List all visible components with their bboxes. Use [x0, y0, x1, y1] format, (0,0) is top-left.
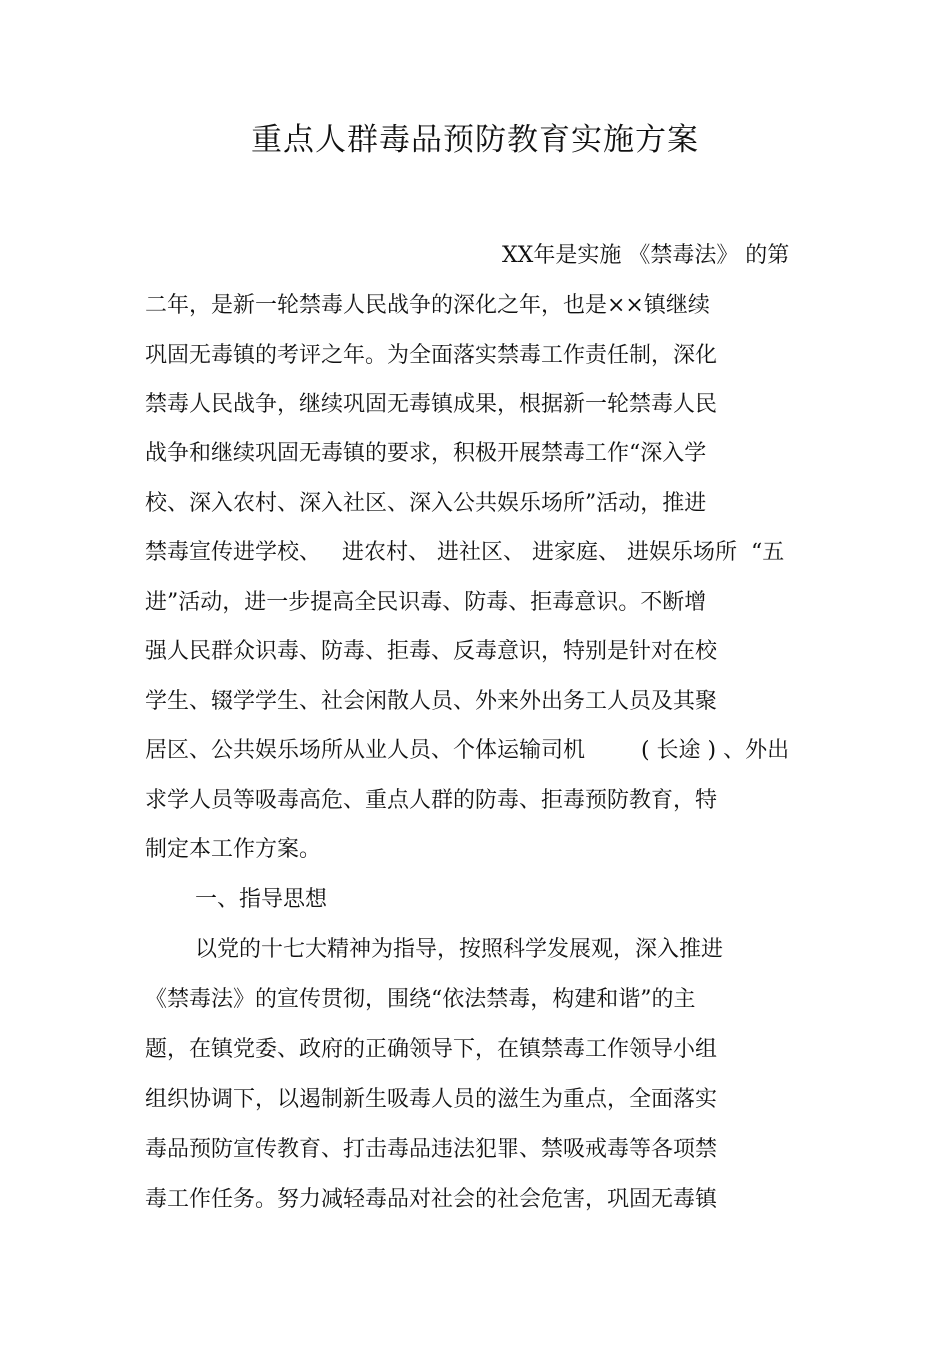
paragraph-line: 进”活动，进一步提高全民识毒、防毒、拒毒意识。不断增: [145, 590, 707, 615]
paragraph-line: XX年是实施 《禁毒法》 的第: [502, 243, 790, 268]
section-heading: 一、指导思想: [195, 887, 328, 912]
paragraph-line: 居区、公共娱乐场所从业人员、个体运输司机 ( 长途 ) 、外出: [145, 738, 790, 763]
paragraph-line: 校、深入农村、深入社区、深入公共娱乐场所”活动，推进: [145, 491, 707, 516]
paragraph-line: 禁毒宣传进学校、 进农村、 进社区、 进家庭、 进娱乐场所 “五: [145, 540, 785, 565]
paragraph-line: 学生、辍学学生、社会闲散人员、外来外出务工人员及其聚: [145, 689, 718, 714]
paragraph-line: 制定本工作方案。: [145, 837, 322, 862]
paragraph-line: 求学人员等吸毒高危、重点人群的防毒、拒毒预防教育，特: [145, 788, 718, 813]
paragraph-line: 二年，是新一轮禁毒人民战争的深化之年，也是××镇继续: [145, 293, 710, 318]
paragraph-line: 组织协调下，以遏制新生吸毒人员的滋生为重点，全面落实: [145, 1087, 718, 1112]
paragraph-line: 战争和继续巩固无毒镇的要求，积极开展禁毒工作“深入学: [145, 441, 707, 466]
paragraph-line: 以党的十七大精神为指导，按照科学发展观，深入推进: [195, 937, 724, 962]
paragraph-line: 《禁毒法》的宣传贯彻，围绕“依法禁毒，构建和谐”的主: [145, 987, 696, 1012]
paragraph-line: 强人民群众识毒、防毒、拒毒、反毒意识，特别是针对在校: [145, 639, 718, 664]
paragraph-line: 巩固无毒镇的考评之年。为全面落实禁毒工作责任制，深化: [145, 343, 718, 368]
paragraph-line: 毒工作任务。努力减轻毒品对社会的社会危害，巩固无毒镇: [145, 1187, 718, 1212]
document-title: 重点人群毒品预防教育实施方案: [251, 122, 699, 158]
paragraph-line: 禁毒人民战争，继续巩固无毒镇成果，根据新一轮禁毒人民: [145, 392, 718, 417]
paragraph-line: 毒品预防宣传教育、打击毒品违法犯罪、禁吸戒毒等各项禁: [145, 1137, 718, 1162]
paragraph-line: 题，在镇党委、政府的正确领导下，在镇禁毒工作领导小组: [145, 1037, 718, 1062]
